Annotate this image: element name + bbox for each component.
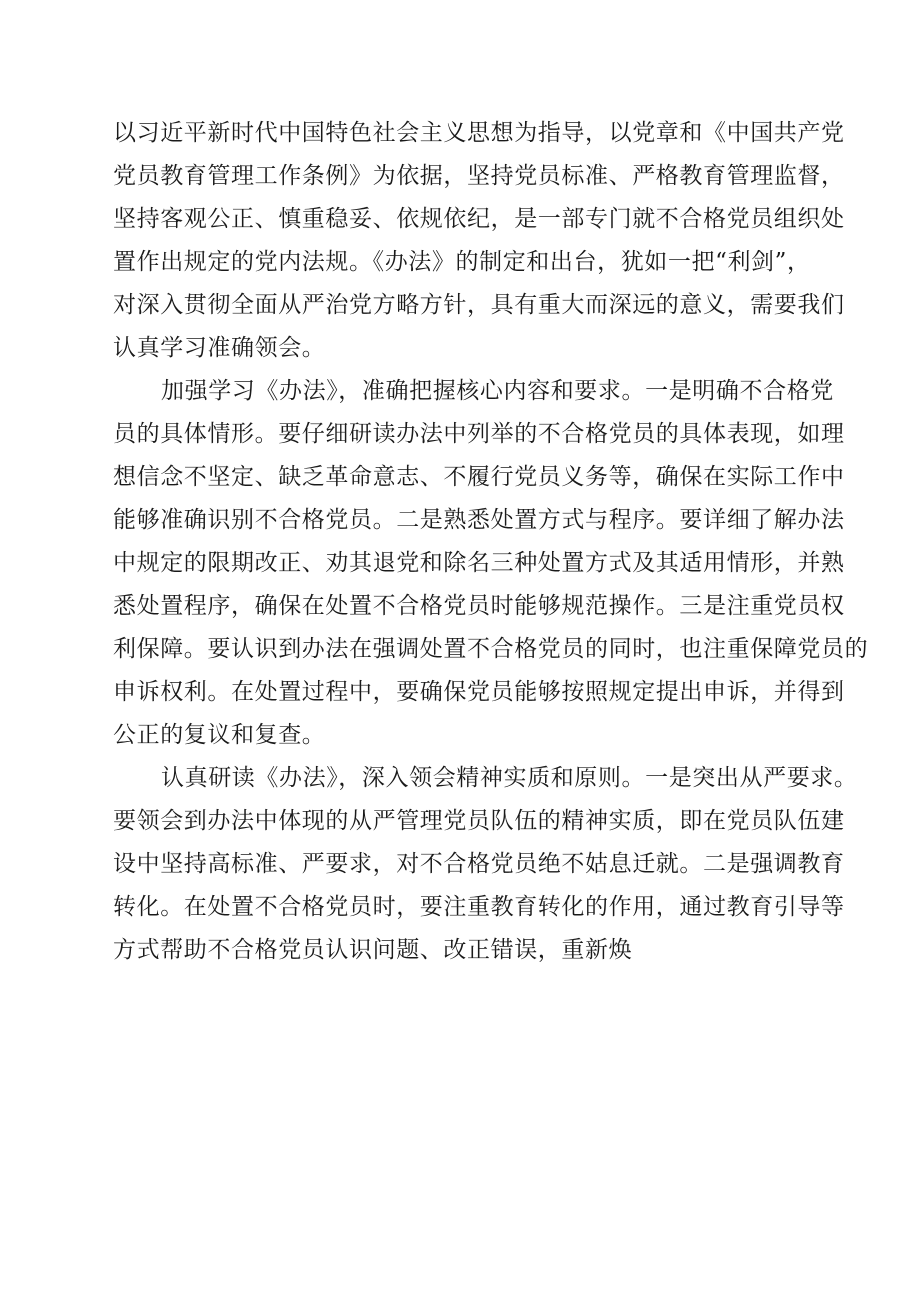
document-body xyxy=(113,112,869,972)
text-line: 悉处置程序，确保在处置不合格党员时能够规范操作。三是注重党员权 xyxy=(113,593,845,619)
paragraph-first-line: 认真研读《办法》，深入领会精神实质和原则。一是突出从严要求。 xyxy=(161,765,858,791)
text-line: 公正的复议和复查。 xyxy=(113,722,326,748)
text-line: 坚持客观公正、慎重稳妥、依规依纪，是一部专门就不合格党员组织处 xyxy=(113,206,845,232)
text-line: 置作出规定的党内法规。《办法》的制定和出台，犹如一把“利剑”， xyxy=(113,249,811,275)
text-line: 对深入贯彻全面从严治党方略方针，具有重大而深远的意义，需要我们 xyxy=(113,292,845,318)
text-line: 员的具体情形。要仔细研读办法中列举的不合格党员的具体表现，如理 xyxy=(113,421,845,447)
text-line: 申诉权利。在处置过程中，要确保党员能够按照规定提出申诉，并得到 xyxy=(113,679,845,705)
text-line: 利保障。要认识到办法在强调处置不合格党员的同时，也注重保障党员的 xyxy=(113,636,869,662)
text-line: 党员教育管理工作条例》为依据，坚持党员标准、严格教育管理监督， xyxy=(113,163,845,189)
text-line: 认真学习准确领会。 xyxy=(113,335,326,361)
text-line: 设中坚持高标准、严要求，对不合格党员绝不姑息迁就。二是强调教育 xyxy=(113,851,845,877)
text-line: 转化。在处置不合格党员时，要注重教育转化的作用，通过教育引导等 xyxy=(113,894,845,920)
text-line: 要领会到办法中体现的从严管理党员队伍的精神实质，即在党员队伍建 xyxy=(113,808,845,834)
text-line: 方式帮助不合格党员认识问题、改正错误，重新焕 xyxy=(113,937,633,963)
text-line: 能够准确识别不合格党员。二是熟悉处置方式与程序。要详细了解办法 xyxy=(113,507,845,533)
text-line: 中规定的限期改正、劝其退党和除名三种处置方式及其适用情形，并熟 xyxy=(113,550,845,576)
text-line: 想信念不坚定、缺乏革命意志、不履行党员义务等，确保在实际工作中 xyxy=(113,464,845,490)
paragraph-first-line: 加强学习《办法》，准确把握核心内容和要求。一是明确不合格党 xyxy=(161,378,834,404)
text-line: 以习近平新时代中国特色社会主义思想为指导，以党章和《中国共产党 xyxy=(113,120,845,146)
